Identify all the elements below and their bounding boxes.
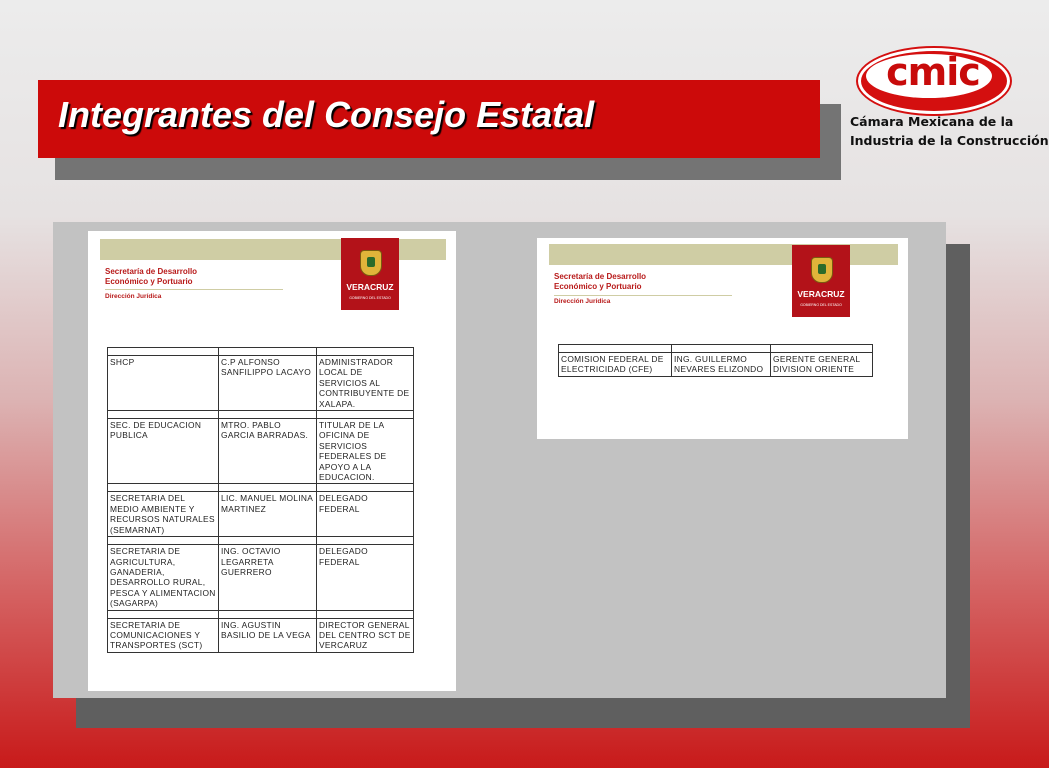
document-right (537, 238, 908, 439)
coat-of-arms-icon (360, 250, 382, 276)
table-spacer-cell (317, 411, 414, 419)
document-left (88, 231, 456, 691)
letterhead-title-line1: Secretaría de Desarrollo (554, 272, 647, 281)
letterhead-title (105, 267, 197, 287)
table-spacer-cell (108, 411, 219, 419)
table-spacer-cell (317, 610, 414, 618)
veracruz-emblem (792, 245, 850, 317)
table-spacer-cell (771, 345, 873, 353)
table-spacer-cell (219, 348, 317, 356)
logo-tagline-2: Industria de la Construcción (850, 133, 1049, 148)
letterhead-rule (105, 289, 283, 290)
table-spacer-row (559, 345, 873, 353)
table-row (559, 353, 873, 377)
position-cell: DELEGADO FEDERAL (317, 545, 414, 610)
letterhead-title-line2: Económico y Portuario (554, 282, 642, 291)
table-row (108, 618, 414, 652)
table-spacer-cell (219, 411, 317, 419)
table-spacer-row (108, 484, 414, 492)
letterhead-title-line2: Económico y Portuario (105, 277, 193, 286)
position-cell: DIRECTOR GENERAL DEL CENTRO SCT DE VERCARUZ (317, 618, 414, 652)
veracruz-sublabel: GOBIERNO DEL ESTADO (349, 296, 391, 300)
dependency-cell: SECRETARIA DE COMUNICACIONES Y TRANSPORTES (SCT) (108, 618, 219, 652)
table-spacer-cell (219, 537, 317, 545)
position-cell: TITULAR DE LA OFICINA DE SERVICIOS FEDERALES DE APOYO A LA EDUCACION. (317, 419, 414, 484)
dependency-cell: SECRETARIA DEL MEDIO AMBIENTE Y RECURSOS NATURALES (SEMARNAT) (108, 492, 219, 537)
table-row (108, 492, 414, 537)
logo-wordmark: cmic (886, 50, 980, 94)
table-spacer-cell (108, 610, 219, 618)
table-row (108, 545, 414, 610)
table-spacer-cell (108, 348, 219, 356)
table-spacer-row (108, 610, 414, 618)
letterhead-rule (554, 295, 732, 296)
person-cell: ING. AGUSTIN BASILIO DE LA VEGA (219, 618, 317, 652)
table-spacer-cell (219, 484, 317, 492)
slide-title: Integrantes del Consejo Estatal (58, 94, 595, 135)
table-spacer-row (108, 537, 414, 545)
veracruz-sublabel: GOBIERNO DEL ESTADO (800, 303, 842, 307)
cmic-logo (848, 44, 1049, 154)
table-spacer-cell (219, 610, 317, 618)
letterhead-title-line1: Secretaría de Desarrollo (105, 267, 198, 276)
person-cell: MTRO. PABLO GARCIA BARRADAS. (219, 419, 317, 484)
person-cell: ING. OCTAVIO LEGARRETA GUERRERO (219, 545, 317, 610)
dependency-cell: SHCP (108, 356, 219, 411)
table-spacer-cell (108, 484, 219, 492)
logo-tagline-1: Cámara Mexicana de la (850, 114, 1014, 129)
position-cell: ADMINISTRADOR LOCAL DE SERVICIOS AL CONTRIBUYENTE DE XALAPA. (317, 356, 414, 411)
table-spacer-cell (672, 345, 771, 353)
veracruz-label: VERACRUZ (346, 282, 394, 292)
title-bar (38, 80, 820, 158)
dependency-cell: SECRETARIA DE AGRICULTURA, GANADERIA, DESARROLLO RURAL, PESCA Y ALIMENTACION (SAGARPA) (108, 545, 219, 610)
table-spacer-cell (108, 537, 219, 545)
letterhead-subtitle: Dirección Jurídica (554, 298, 611, 305)
letterhead-title (554, 272, 646, 292)
council-table-left (107, 347, 414, 653)
table-spacer-cell (559, 345, 672, 353)
person-cell: ING. GUILLERMO NEVARES ELIZONDO (672, 353, 771, 377)
position-cell: DELEGADO FEDERAL (317, 492, 414, 537)
table-row (108, 356, 414, 411)
coat-of-arms-icon (811, 257, 833, 283)
position-cell: GERENTE GENERAL DIVISION ORIENTE (771, 353, 873, 377)
table-spacer-cell (317, 537, 414, 545)
table-spacer-cell (317, 348, 414, 356)
council-table-right (558, 344, 873, 377)
veracruz-emblem (341, 238, 399, 310)
person-cell: C.P ALFONSO SANFILIPPO LACAYO (219, 356, 317, 411)
table-spacer-row (108, 411, 414, 419)
table-row (108, 419, 414, 484)
table-spacer-cell (317, 484, 414, 492)
dependency-cell: SEC. DE EDUCACION PUBLICA (108, 419, 219, 484)
dependency-cell: COMISION FEDERAL DE ELECTRICIDAD (CFE) (559, 353, 672, 377)
veracruz-label: VERACRUZ (797, 289, 845, 299)
letterhead-subtitle: Dirección Jurídica (105, 293, 162, 300)
person-cell: LIC. MANUEL MOLINA MARTINEZ (219, 492, 317, 537)
table-spacer-row (108, 348, 414, 356)
